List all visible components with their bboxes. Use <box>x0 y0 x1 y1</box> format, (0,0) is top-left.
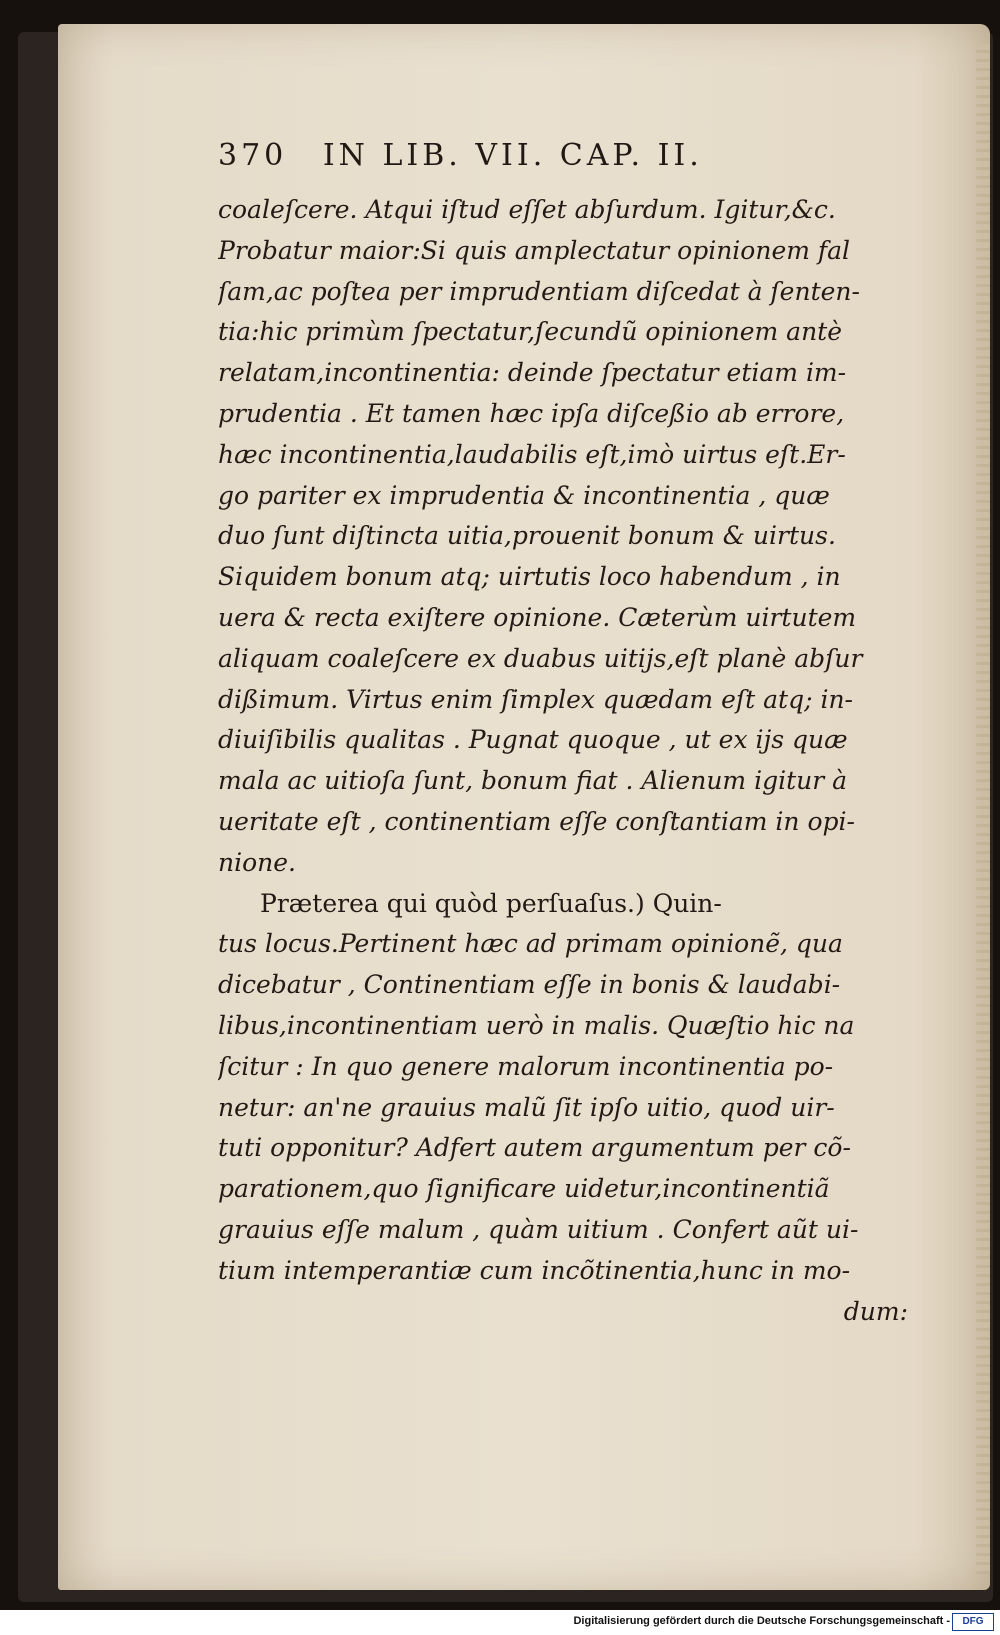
text-line: netur: an'ne grauius malũ ſit ipſo uitio, quod uir- <box>218 1092 835 1122</box>
text-line: nione. <box>218 847 296 877</box>
digitization-footer <box>0 1610 1000 1635</box>
footer-credit: Digitalisierung gefördert durch die Deutsche Forschungsgemeinschaft - <box>573 1615 950 1627</box>
running-title: IN LIB. VII. CAP. II. <box>322 138 703 173</box>
text-line: relatam,incontinentia: deinde ſpectatur etiam im- <box>218 358 847 388</box>
text-line: libus,incontinentiam uerò in malis. Quæſtio hic na <box>218 1010 855 1040</box>
text-line: ſcitur : In quo genere malorum incontinentia po- <box>218 1051 834 1081</box>
text-line: dicebatur , Continentiam eſſe in bonis & laudabi- <box>218 970 841 1000</box>
text-line: dißimum. Virtus enim ſimplex quædam eſt atq; in- <box>218 684 853 714</box>
text-line: ſam,ac poſtea per imprudentiam diſcedat à ſenten- <box>218 276 860 306</box>
text-line: coaleſcere. Atqui iſtud eſſet abſurdum. Igitur,&c. <box>218 195 836 224</box>
text-line: tia:hic primùm ſpectatur,ſecundũ opinionem antè <box>218 317 843 347</box>
text-line: Probatur maior:Si quis amplectatur opinionem fal <box>218 235 851 265</box>
page-edge <box>976 44 990 1574</box>
text-line: duo ſunt diſtincta uitia,prouenit bonum & uirtus. <box>218 521 836 551</box>
text-line: go pariter ex imprudentia & incontinentia , quæ <box>218 480 830 510</box>
text-line: prudentia . Et tamen hæc ipſa diſceßio ab errore, <box>218 398 845 428</box>
text-line: diuiſibilis qualitas . Pugnat quoque , ut ex ijs quæ <box>218 725 848 755</box>
text-line: tium intemperantiæ cum incõtinentia,hunc in mo- <box>218 1255 851 1285</box>
running-header <box>218 138 808 186</box>
page-number: 370 <box>218 138 288 173</box>
text-line: aliquam coaleſcere ex duabus uitijs,eſt planè abſur <box>218 643 863 673</box>
text-line: Siquidem bonum atq; uirtutis loco habendum , in <box>218 562 841 592</box>
text-line: hæc incontinentia,laudabilis eſt,imò uirtus eſt.Er- <box>218 439 846 469</box>
text-line: mala ac uitioſa ſunt, bonum fiat . Alienum igitur à <box>218 766 848 796</box>
text-line: tus locus.Pertinent hæc ad primam opinionẽ, qua <box>218 929 843 959</box>
text-line: ueritate eſt , continentiam eſſe conſtantiam in opi- <box>218 806 855 836</box>
text-line: uera & recta exiſtere opinione. Cæterùm uirtutem <box>218 602 857 632</box>
catchword: dum: <box>843 1296 908 1326</box>
body-text <box>218 190 908 1332</box>
text-line: parationem,quo ſignificare uidetur,incontinentiã <box>218 1174 830 1204</box>
dfg-logo: DFG <box>952 1613 994 1631</box>
text-line: tuti opponitur? Adfert autem argumentum per cõ- <box>218 1133 851 1163</box>
paragraph-lemma-line: Præterea qui quòd perſuaſus.) Quin- <box>260 888 722 918</box>
text-line: grauius eſſe malum , quàm uitium . Confert aũt ui- <box>218 1214 859 1244</box>
